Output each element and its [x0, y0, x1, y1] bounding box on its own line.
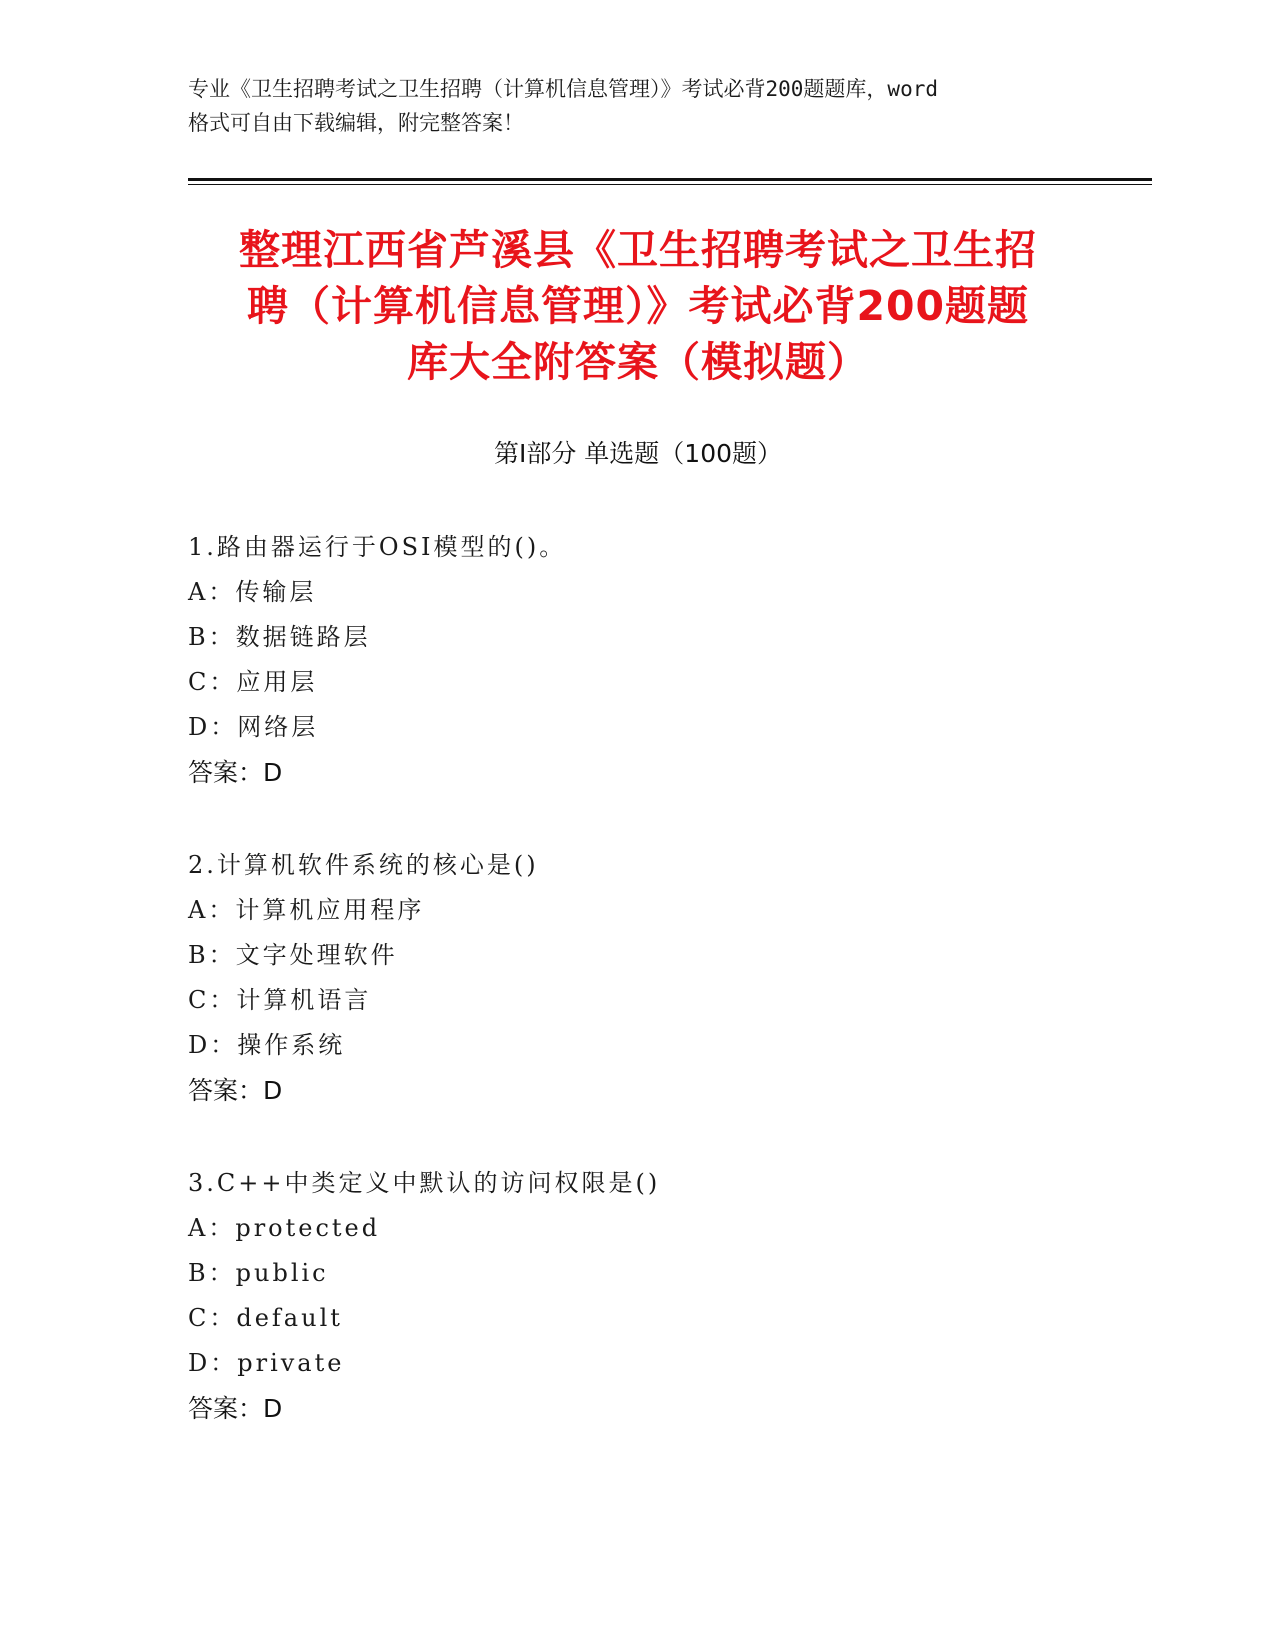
question-2 [188, 843, 1088, 1113]
header-divider-thick [188, 178, 1152, 181]
option-b: B：文字处理软件 [188, 941, 398, 969]
option-b: B：public [188, 1259, 329, 1287]
header-note-line-1: 专业《卫生招聘考试之卫生招聘（计算机信息管理）》考试必背200题题库，word [188, 77, 938, 101]
option-c: C：应用层 [188, 668, 318, 696]
document-title [188, 222, 1088, 390]
document-title-line-2: 聘（计算机信息管理）》考试必背200题题 [246, 282, 1030, 330]
option-c: C：default [188, 1304, 343, 1332]
section-title: 第Ⅰ部分 单选题（100题） [493, 439, 783, 468]
option-a: A：计算机应用程序 [188, 896, 425, 924]
answer: 答案：D [188, 1394, 283, 1423]
option-a: A：传输层 [188, 578, 317, 606]
question-3 [188, 1161, 1088, 1431]
question-stem: 3.C++中类定义中默认的访问权限是() [188, 1169, 661, 1197]
question-stem: 1.路由器运行于OSI模型的()。 [188, 533, 567, 561]
option-d: D：private [188, 1349, 345, 1377]
option-c: C：计算机语言 [188, 986, 372, 1014]
header-divider-thin [188, 184, 1152, 185]
header-note-line-2: 格式可自由下载编辑，附完整答案！ [188, 111, 524, 135]
question-list [188, 525, 1088, 1479]
answer: 答案：D [188, 1076, 283, 1105]
document-title-line-3: 库大全附答案（模拟题） [407, 338, 869, 386]
option-d: D：操作系统 [188, 1031, 346, 1059]
option-d: D：网络层 [188, 713, 319, 741]
option-b: B：数据链路层 [188, 623, 371, 651]
question-1 [188, 525, 1088, 795]
question-stem: 2.计算机软件系统的核心是() [188, 851, 539, 879]
option-a: A：protected [188, 1214, 381, 1242]
answer: 答案：D [188, 758, 283, 787]
header-note [188, 72, 1088, 140]
document-title-line-1: 整理江西省芦溪县《卫生招聘考试之卫生招 [239, 226, 1037, 274]
